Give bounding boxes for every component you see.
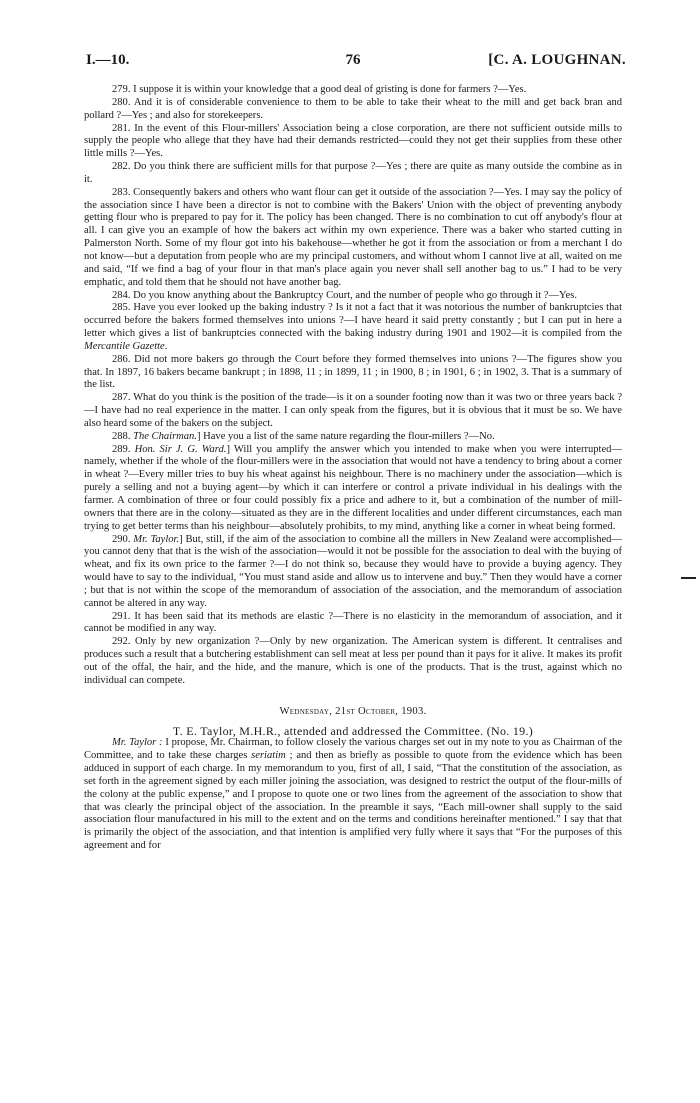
question-list bbox=[84, 84, 622, 688]
question-paragraph: 280. And it is of considerable convenience to them to be able to take their wheat to the mill and get back bran and pollard ?—Yes ; and also for storekeepers. bbox=[84, 96, 622, 121]
question-paragraph: 282. Do you think there are sufficient mills for that purpose ?—Yes ; there are quite as many outside the combine as in it. bbox=[84, 161, 622, 185]
question-paragraph: 287. What do you think is the position of the trade—is it on a sounder footing now than it was two or three years back ?—I have had no real experience in the matter. I can only speak from the figures, but it is obvious that it must be so. We have also heard some of the bakers on the subject. bbox=[84, 392, 622, 429]
question-paragraph: 279. I suppose it is within your knowledge that a good deal of gristing is done for farmers ?—Yes. bbox=[112, 84, 527, 95]
question-paragraph: 289. Hon. Sir J. G. Ward.] Will you amplify the answer which you intended to make when you were interrupted—namely, whether if the whole of the flour-millers were in the association that would not have a tendency to bring about a corner in wheat ?—Every miller tries to buy his wheat against his neighbour. There is no machinery under the association—which is purely a selling and not a buying agent—by which it can interfere or control a private individual in his dealings with the farmer. A combination of three or four could possibly fix a price and adhere to it, but a combination of the number of mill-owners that there are in the colony—situated as they are in the different localities and under different circumstances, each man trying to get better terms than his neighbour—absolutely prohibits, to my mind, anything like a corner in wheat being formed. bbox=[84, 443, 622, 532]
question-paragraph: 292. Only by new organization ?—Only by new organization. The American system is different. It centralises and produces such a result that a butchering establishment can sell meat at less per pound than it pays for it alive. It makes its profit out of the offal, the hair, and the hide, and the manure, which is one of the products. That is the trust, against which no individual can compete. bbox=[84, 636, 622, 686]
document-reference: I.—10. bbox=[86, 52, 130, 68]
statement-paragraph: Mr. Taylor : I propose, Mr. Chairman, to follow closely the various charges set out in my note to you as Chairman of the Committee, and to take these charges seriatim ; and then as briefly as possible to quote from the evidence which has been adduced in support of each charge. In my memorandum to you, first of all, I said, “That the constitution of the association, as set forth in the agreement signed by each miller joining the association, was designed to restrict the output of the flour-mills of the colony at the public expense,” and I propose to quote one or two lines from the agreement of the association to show that that was clearly the principal object of the association. In the preamble it says, “Each mill-owner shall supply to the said association flour manufactured in his mill to the extent and on the terms and conditions hereinafter mentioned.” I say that that is primarily the object of the association, and that intention is amplified very fully where it says that “For the purposes of this agreement and for bbox=[84, 737, 622, 852]
page-header bbox=[84, 52, 626, 76]
question-paragraph: 290. Mr. Taylor.] But, still, if the aim of the association to combine all the millers in New Zealand were accomplished—you cannot deny that that is the wish of the association—would it not be possible for the association to deal with the buying of wheat, and fix its own price to the farmer ?—I do not think so, because they would have to provide a buying agency. They would have to say to the individual, “You must stand aside and allow us to intervene and buy.” Then they would have a corner ; but that is not within the scope of the memorandum of association of the association, and the memorandum of association cannot be altered in any way. bbox=[84, 533, 623, 609]
date-heading: Wednesday, 21st October, 1903. bbox=[279, 705, 427, 717]
attendance-line: T. E. Taylor, M.H.R., attended and addressed the Committee. (No. 19.) bbox=[172, 723, 534, 738]
witness-name: [C. A. LOUGHNAN. bbox=[488, 52, 626, 68]
document-page bbox=[84, 52, 626, 853]
question-paragraph: 283. Consequently bakers and others who want flour can get it outside of the association ?—Yes. I may say the policy of the association since I have been a director is not to combine with the Bakers' Union with the object of preventing anybody getting flour who is prepared to pay for it. The policy has been changed. There is no combination to cut off anybody's flour at all. I can give you an example of how the bakers act within my own experience. There was a baker who started cutting in Palmerston North. Some of my flour got into his bakehouse—whether he got it from the association or from a merchant I do not know—but a deputation from people who are my principal customers, and without whom I cannot live at all, waited on me and said, “If we find a bag of your flour in that man's place again you never shall sell another bag to us.” I had to be very emphatic, and told them that he should not have another bag. bbox=[84, 186, 622, 288]
question-paragraph: 281. In the event of this Flour-millers' Association being a close corporation, are there not sufficient outside mills to supply the people who allege that they have had their demands restricted—could they not get their supplies from these other little mills ?—Yes. bbox=[84, 122, 622, 160]
question-paragraph: 284. Do you know anything about the Bankruptcy Court, and the number of people who go through it ?—Yes. bbox=[112, 289, 577, 301]
question-paragraph: 288. The Chairman.] Have you a list of the same nature regarding the flour-millers ?—No. bbox=[112, 430, 495, 442]
question-paragraph: 286. Did not more bakers go through the Court before they formed themselves into unions ?—The figures show you that. In 1897, 16 bakers became bankrupt ; in 1898, 11 ; in 1899, 11 ; in 1900, 8 ; in 1901, 6 ; in 1902, 3. That is a summary of the list. bbox=[84, 353, 622, 391]
page-number: 76 bbox=[345, 52, 361, 68]
document-body bbox=[84, 84, 622, 853]
question-paragraph: 285. Have you ever looked up the baking industry ? Is it not a fact that it was notorious the number of bankruptcies that occurred before the bakers formed themselves into unions ?—I have heard it said pretty constantly ; but I can put in here a letter which gives a list of bankruptcies connected with the baking industry during 1901 and 1902—it is compiled from the Mercantile Gazette. bbox=[84, 302, 622, 352]
question-paragraph: 291. It has been said that its methods are elastic ?—There is no elasticity in the memorandum of association, and it cannot be modified in any way. bbox=[84, 610, 622, 635]
margin-mark bbox=[681, 577, 696, 579]
